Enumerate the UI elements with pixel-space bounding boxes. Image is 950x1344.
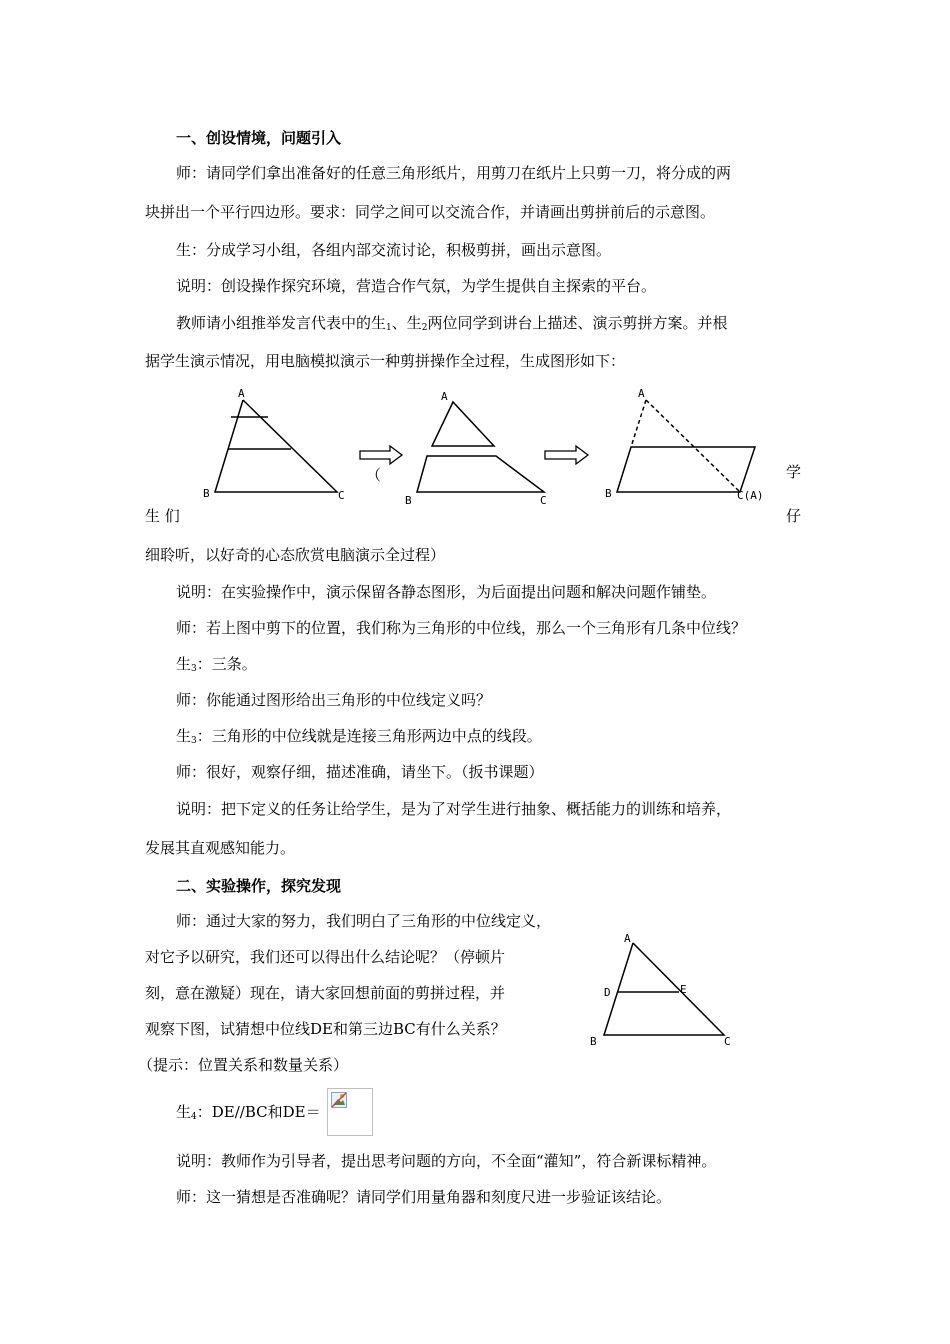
subscript: 3 (191, 664, 197, 674)
label-b: B (590, 1035, 597, 1048)
parallelogram (617, 400, 755, 492)
paragraph: 块拼出一个平行四边形。要求：同学之间可以交流合作，并请画出剪拼前后的示意图。 (145, 203, 716, 221)
triangle-split (417, 402, 544, 492)
triangle-abc (215, 400, 337, 492)
paragraph: 说明：在实验操作中，演示保留各静态图形，为后面提出问题和解决问题作铺垫。 (176, 583, 717, 601)
broken-image-icon (327, 1088, 373, 1136)
paragraph: 说明：教师作为引导者，提出思考问题的方向，不全面“灌知”，符合新课标精神。 (176, 1152, 717, 1170)
label-a: A (624, 932, 631, 945)
text: ：三条。 (196, 655, 257, 673)
paren-text: （ (366, 466, 382, 484)
text: 生 们 (145, 507, 180, 525)
paragraph: 师：若上图中剪下的位置，我们称为三角形的中位线，那么一个三角形有几条中位线？ (176, 619, 747, 637)
text: 学 (786, 463, 802, 481)
label-a: A (441, 390, 448, 403)
text: 生 (176, 655, 192, 673)
paragraph (176, 1102, 321, 1127)
subscript: 3 (191, 736, 197, 746)
subscript: 4 (191, 1112, 197, 1122)
text: 教师请小组推举发言代表中的生 (176, 314, 387, 332)
label-c: C (338, 489, 345, 502)
label-b: B (405, 494, 412, 507)
text: 生 (176, 1103, 192, 1121)
subscript: 1 (386, 323, 392, 333)
paragraph: 生：分成学习小组，各组内部交流讨论，积极剪拼，画出示意图。 (176, 241, 612, 259)
paragraph: 师：请同学们拿出准备好的任意三角形纸片，用剪刀在纸片上只剪一刀，将分成的两 (176, 164, 732, 182)
paragraph: 细聆听，以好奇的心态欣赏电脑演示全过程） (145, 546, 446, 564)
paragraph: 观察下图，试猜想中位线DE和第三边BC有什么关系？ (145, 1020, 506, 1038)
section1-heading: 一、创设情境，问题引入 (176, 129, 342, 147)
label-b: B (605, 487, 612, 500)
label-c: C (540, 494, 547, 507)
paragraph: 据学生演示情况，用电脑模拟演示一种剪拼操作全过程，生成图形如下： (145, 352, 626, 370)
paragraph: （提示：位置关系和数量关系） (138, 1056, 349, 1074)
subscript: 2 (421, 323, 428, 333)
arrow-right-icon (360, 446, 402, 464)
paragraph: 师：通过大家的努力，我们明白了三角形的中位线定义， (176, 912, 552, 930)
text: 仔 (786, 507, 802, 525)
paragraph: 刻，意在激疑）现在，请大家回想前面的剪拼过程，并 (145, 984, 506, 1002)
cut-assemble-figure (0, 380, 950, 520)
text: 、生 (391, 314, 422, 332)
label-d: D (604, 986, 611, 999)
label-c: C (724, 1035, 731, 1048)
paragraph (176, 726, 542, 751)
label-e: E (680, 983, 687, 996)
text: ：DE//BC和DE＝ (196, 1103, 321, 1121)
arrow-right-icon (545, 446, 588, 464)
paragraph: 师：这一猜想是否准确呢？请同学们用量角器和刻度尺进一步验证该结论。 (176, 1188, 672, 1206)
paragraph (176, 313, 728, 338)
text: 两位同学到讲台上描述、演示剪拼方案。并根 (427, 314, 728, 332)
text: ：三角形的中位线就是连接三角形两边中点的线段。 (196, 727, 542, 745)
section2-heading: 二、实验操作，探究发现 (176, 877, 342, 895)
text: 生 (176, 727, 192, 745)
label-b: B (203, 487, 210, 500)
paragraph: 说明：创设操作探究环境，营造合作气氛，为学生提供自主探索的平台。 (176, 277, 657, 295)
label-a: A (638, 387, 645, 400)
paragraph (176, 654, 257, 679)
paragraph: 师：你能通过图形给出三角形的中位线定义吗？ (176, 691, 492, 709)
label-a: A (238, 387, 245, 400)
midline-triangle-figure (560, 925, 760, 1055)
paragraph: 师：很好，观察仔细，描述准确，请坐下。（扳书课题） (176, 763, 544, 781)
paragraph: 发展其直观感知能力。 (145, 839, 296, 857)
label-c-a: C(A) (737, 489, 764, 502)
paragraph: 说明：把下定义的任务让给学生，是为了对学生进行抽象、概括能力的训练和培养， (176, 800, 732, 818)
paragraph: 对它予以研究，我们还可以得出什么结论呢？（停顿片 (145, 948, 506, 966)
